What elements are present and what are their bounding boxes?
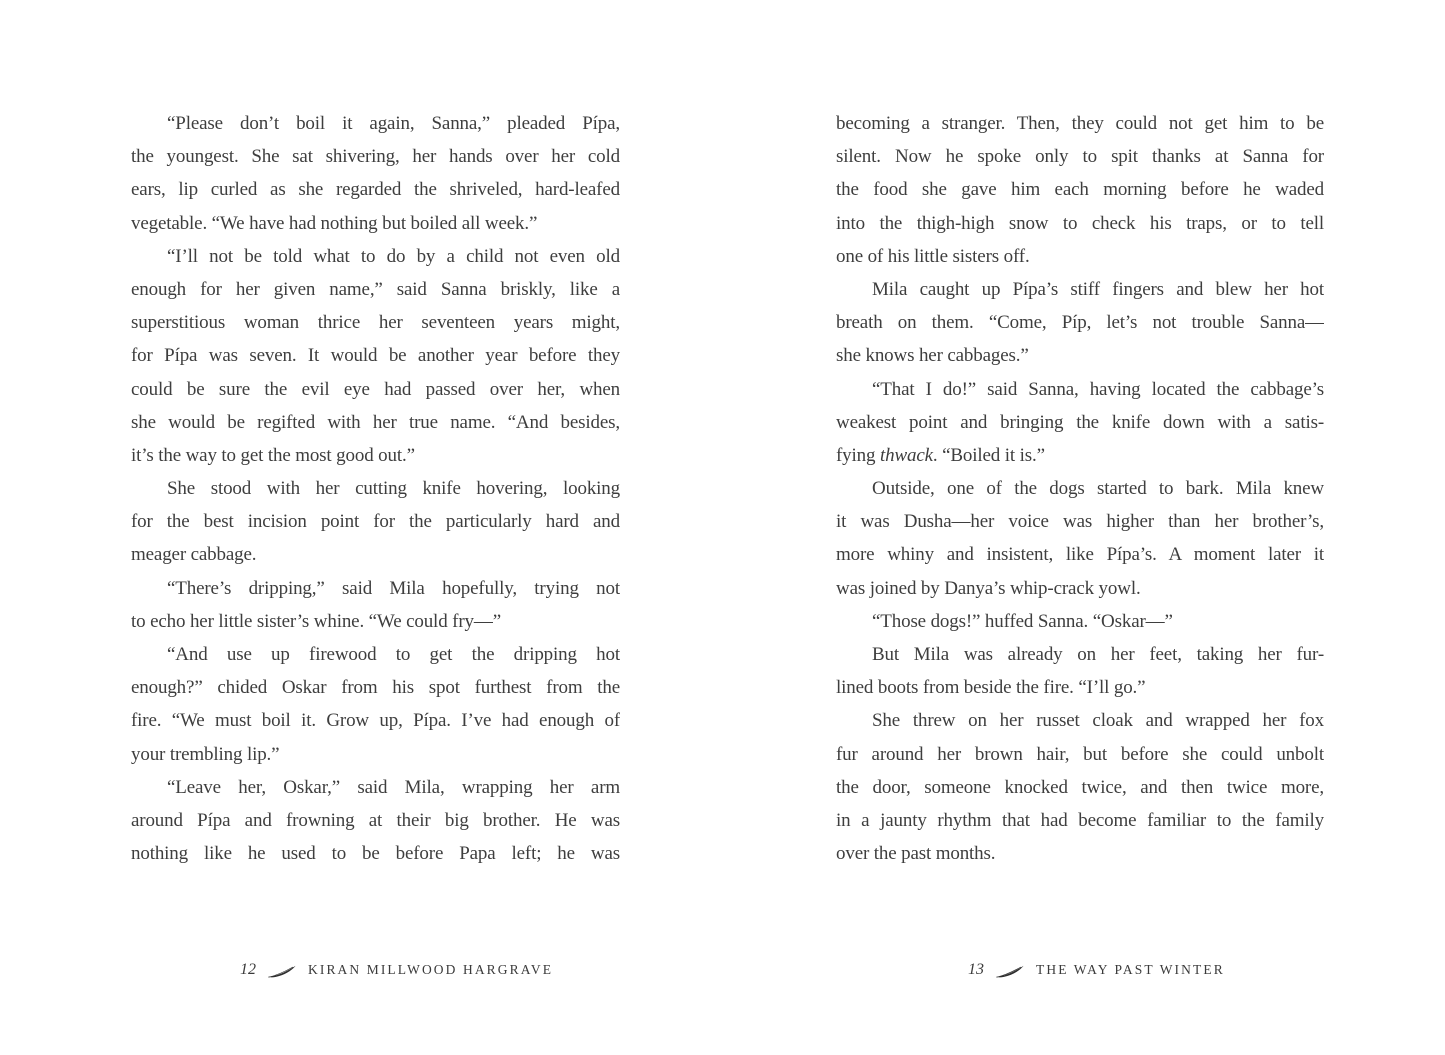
right-page-text: [836, 107, 1324, 870]
text-line: fire. “We must boil it. Grow up, Pípa. I’ve had enough of: [131, 710, 620, 732]
text-line: weakest point and bringing the knife down with a satis-: [836, 411, 1324, 433]
text-line: “Those dogs!” huffed Sanna. “Oskar—”: [872, 610, 1173, 632]
text-line: into the thigh-high snow to check his traps, or to tell: [836, 212, 1324, 234]
text-line: over the past months.: [836, 843, 996, 865]
text-line: she would be regifted with her true name. “And besides,: [131, 411, 620, 433]
text-line: more whiny and insistent, like Pípa’s. A moment later it: [836, 544, 1324, 566]
text-line: “Please don’t boil it again, Sanna,” pleaded Pípa,: [167, 113, 620, 134]
text-line: around Pípa and frowning at their big brother. He was: [131, 809, 620, 831]
text-line: “That I do!” said Sanna, having located the cabbage’s: [872, 378, 1324, 400]
page-number: 13: [968, 961, 984, 978]
text-line: the youngest. She sat shivering, her hands over her cold: [131, 146, 620, 168]
text-line: lined boots from beside the fire. “I’ll go.”: [836, 677, 1146, 699]
right-page-footer: [968, 959, 1225, 981]
text-line: one of his little sisters off.: [836, 245, 1030, 267]
text-line: But Mila was already on her feet, taking her fur-: [872, 644, 1324, 665]
text-line: to echo her little sister’s whine. “We could fry—”: [131, 610, 501, 632]
text-line: fying thwack. “Boiled it is.”: [836, 444, 1045, 466]
text-line: in a jaunty rhythm that had become familiar to the family: [836, 809, 1324, 831]
text-line: the food she gave him each morning before he waded: [836, 179, 1324, 201]
text-line: it was Dusha—her voice was higher than her brother’s,: [836, 511, 1324, 533]
text-line: “And use up firewood to get the dripping hot: [167, 644, 620, 665]
text-line: becoming a stranger. Then, they could not get him to be: [836, 113, 1324, 134]
text-line: it’s the way to get the most good out.”: [131, 444, 415, 466]
page-number: 12: [240, 961, 256, 978]
text-line: meager cabbage.: [131, 544, 257, 566]
text-line: she knows her cabbages.”: [836, 345, 1029, 367]
text-line: enough?” chided Oskar from his spot furthest from the: [131, 677, 620, 699]
text-line: Outside, one of the dogs started to bark. Mila knew: [872, 478, 1324, 500]
text-line: the door, someone knocked twice, and then twice more,: [836, 776, 1324, 798]
left-page-footer: [240, 959, 553, 981]
text-line: She stood with her cutting knife hovering, looking: [167, 478, 620, 500]
text-line: for Pípa was seven. It would be another year before they: [131, 345, 620, 367]
feather-icon: [995, 965, 1025, 978]
text-line: enough for her given name,” said Sanna briskly, like a: [131, 278, 620, 300]
feather-icon: [267, 965, 297, 978]
text-line: “I’ll not be told what to do by a child not even old: [167, 245, 620, 267]
text-line: “There’s dripping,” said Mila hopefully, trying not: [167, 577, 620, 599]
text-line: for the best incision point for the particularly hard and: [131, 511, 620, 533]
text-line: “Leave her, Oskar,” said Mila, wrapping her arm: [167, 776, 620, 798]
left-page-text: [131, 107, 620, 870]
text-line: Mila caught up Pípa’s stiff fingers and blew her hot: [872, 278, 1324, 300]
running-head: THE WAY PAST WINTER: [1036, 962, 1225, 977]
text-line: ears, lip curled as she regarded the shriveled, hard-leafed: [131, 179, 620, 201]
text-line: nothing like he used to be before Papa left; he was: [131, 843, 620, 865]
running-head: KIRAN MILLWOOD HARGRAVE: [308, 962, 554, 977]
text-line: She threw on her russet cloak and wrapped her fox: [872, 710, 1324, 732]
text-line: your trembling lip.”: [131, 743, 280, 765]
text-line: breath on them. “Come, Píp, let’s not trouble Sanna—: [836, 312, 1324, 334]
text-line: superstitious woman thrice her seventeen years might,: [131, 312, 620, 334]
text-line: silent. Now he spoke only to spit thanks at Sanna for: [836, 146, 1324, 168]
text-line: was joined by Danya’s whip-crack yowl.: [836, 577, 1141, 599]
text-line: could be sure the evil eye had passed over her, when: [131, 378, 620, 400]
text-line: fur around her brown hair, but before she could unbolt: [836, 743, 1324, 765]
text-line: vegetable. “We have had nothing but boiled all week.”: [131, 212, 538, 234]
